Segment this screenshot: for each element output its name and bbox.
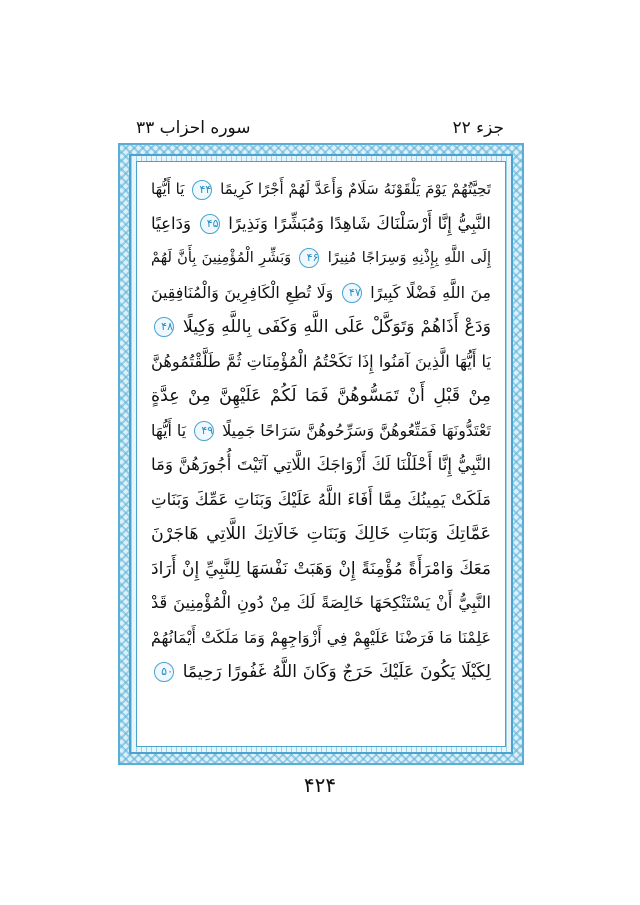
verse-text-continuation: وَبَشِّرِ الْمُؤْمِنِينَ بِأَنَّ لَهُمْ xyxy=(151,249,292,266)
ornamental-border-outer xyxy=(118,143,524,765)
page-number: ۴۲۴ xyxy=(303,773,337,797)
verse-line xyxy=(151,241,491,276)
verse-text: النَّبِيُّ إِنَّا أَرْسَلْنَاكَ شَاهِدًا وَمُبَشِّرًا وَنَذِيرًا xyxy=(228,213,491,233)
verse-line xyxy=(151,276,491,311)
ayah-number-marker: ۴۷ xyxy=(342,283,362,303)
verse-text-continuation: وَلَا تُطِعِ الْكَافِرِينَ وَالْمُنَافِقِينَ xyxy=(151,282,334,302)
verse-line xyxy=(151,172,491,207)
verse-line xyxy=(151,483,491,518)
verse-line xyxy=(151,207,491,242)
verse-line xyxy=(151,655,491,690)
ayah-number-marker: ۴۴ xyxy=(192,180,212,200)
text-panel xyxy=(136,161,506,747)
verse-text: مِنْ قَبْلِ أَنْ تَمَسُّوهُنَّ فَمَا لَكُمْ عَلَيْهِنَّ مِنْ عِدَّةٍ xyxy=(151,386,491,406)
verse-text: مَعَكَ وَامْرَأَةً مُؤْمِنَةً إِنْ وَهَبَتْ نَفْسَهَا لِلنَّبِيِّ إِنْ أَرَادَ xyxy=(151,558,491,579)
verse-line xyxy=(151,552,491,587)
verse-text: لِكَيْلَا يَكُونَ عَلَيْكَ حَرَجٌ وَكَانَ اللَّهُ غَفُورًا رَحِيمًا xyxy=(182,662,491,682)
verse-text-continuation: يَا أَيُّهَا xyxy=(151,420,187,440)
verse-line xyxy=(151,448,491,483)
verse-text: إِلَى اللَّهِ بِإِذْنِهِ وَسِرَاجًا مُنِيرًا xyxy=(327,249,491,266)
verse-text: تَحِيَّتُهُمْ يَوْمَ يَلْقَوْنَهُ سَلَامٌ وَأَعَدَّ لَهُمْ أَجْرًا كَرِيمًا xyxy=(220,180,491,198)
verse-text: مِنَ اللَّهِ فَضْلًا كَبِيرًا xyxy=(370,282,491,302)
verse-text: مَلَكَتْ يَمِينُكَ مِمَّا أَفَاءَ اللَّهُ عَلَيْكَ وَبَنَاتِ عَمِّكَ وَبَنَاتِ xyxy=(151,489,491,509)
verse-line xyxy=(151,586,491,621)
verse-text: النَّبِيُّ إِنَّا أَحْلَلْنَا لَكَ أَزْوَاجَكَ اللَّاتِي آتَيْتَ أُجُورَهُنَّ وَمَا xyxy=(151,455,491,474)
verse-text-continuation: يَا أَيُّهَا xyxy=(151,180,185,198)
verse-line xyxy=(151,517,491,552)
verse-text: النَّبِيُّ أَنْ يَسْتَنْكِحَهَا خَالِصَةً لَكَ مِنْ دُونِ الْمُؤْمِنِينَ قَدْ xyxy=(151,593,491,612)
verse-line xyxy=(151,379,491,414)
ayah-number-marker: ۵۰ xyxy=(154,662,174,682)
ayah-number-marker: ۴۸ xyxy=(154,317,174,337)
ayah-number-marker: ۴۵ xyxy=(200,214,220,234)
verse-line xyxy=(151,414,491,449)
surah-label: سوره احزاب ۳۳ xyxy=(136,118,251,138)
ayah-number-marker: ۴۶ xyxy=(299,248,319,268)
verse-text: وَدَعْ أَذَاهُمْ وَتَوَكَّلْ عَلَى اللَّهِ وَكَفَى بِاللَّهِ وَكِيلًا xyxy=(182,317,491,337)
verse-text: يَا أَيُّهَا الَّذِينَ آمَنُوا إِذَا نَكَحْتُمُ الْمُؤْمِنَاتِ ثُمَّ طَلَّقْتُمُوهُنَّ xyxy=(151,351,491,371)
ornamental-border-middle xyxy=(129,154,513,754)
verse-text: عَلِمْنَا مَا فَرَضْنَا عَلَيْهِمْ فِي أَزْوَاجِهِمْ وَمَا مَلَكَتْ أَيْمَانُهُمْ xyxy=(151,627,491,647)
verse-text-area xyxy=(151,172,491,736)
verse-line xyxy=(151,621,491,656)
verse-text: عَمَّاتِكَ وَبَنَاتِ خَالِكَ وَبَنَاتِ خَالَاتِكَ اللَّاتِي هَاجَرْنَ xyxy=(151,524,491,544)
ayah-number-marker: ۴۹ xyxy=(194,421,214,441)
verse-line xyxy=(151,345,491,380)
page-header xyxy=(136,118,504,142)
verse-line xyxy=(151,310,491,345)
juz-label: جزء ۲۲ xyxy=(452,118,504,138)
verse-text-continuation: وَدَاعِيًا xyxy=(151,213,191,233)
verse-text: تَعْتَدُّونَهَا فَمَتِّعُوهُنَّ وَسَرِّحُوهُنَّ سَرَاحًا جَمِيلًا xyxy=(222,420,491,440)
